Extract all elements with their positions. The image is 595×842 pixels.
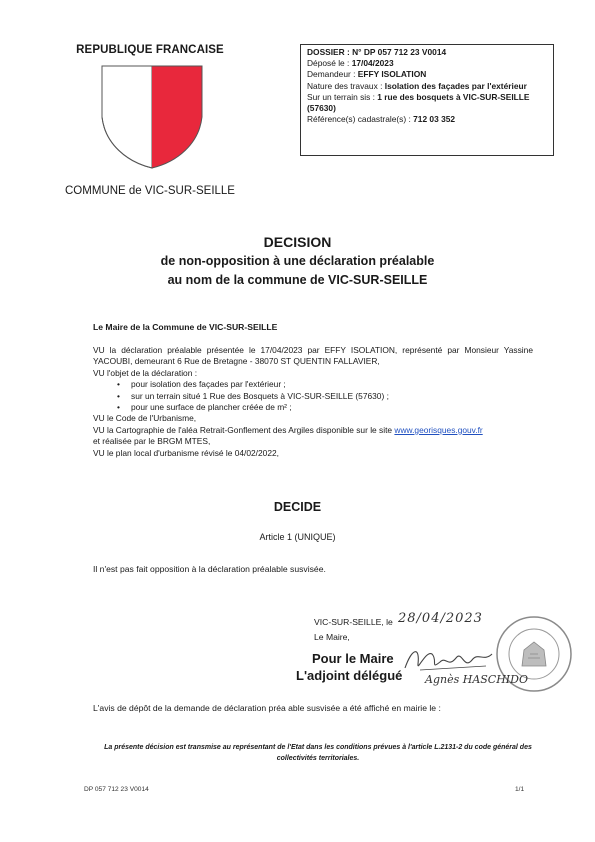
page-number: 1/1 xyxy=(515,786,525,793)
terrain-value: 1 rue des bosquets à VIC-SUR-SEILLE (57630) xyxy=(307,91,530,114)
commune-name: COMMUNE de VIC-SUR-SEILLE xyxy=(65,185,235,197)
considerations xyxy=(93,345,533,459)
list-item: • pour une surface de plancher créée de m² ; xyxy=(131,402,533,413)
vu-objet: VU l'objet de la déclaration : xyxy=(93,367,198,378)
demandeur-row: Demandeur : EFFY ISOLATION xyxy=(307,69,427,80)
shield-left-half xyxy=(102,66,152,168)
decision-subtitle-2: au nom de la commune de VIC-SUR-SEILLE xyxy=(167,273,428,287)
decision-subtitle-1: de non-opposition à une déclaration préalable xyxy=(160,254,435,268)
signature-place: VIC-SUR-SEILLE, le xyxy=(314,617,393,627)
vu-brgm: et réalisée par le BRGM MTES, xyxy=(93,436,211,447)
depose-row: Déposé le : 17/04/2023 xyxy=(307,58,394,69)
nature-value: Isolation des façades par l'extérieur xyxy=(384,80,527,91)
stamp-pour-le-maire: Pour le Maire xyxy=(312,651,394,666)
signature-maire: Le Maire, xyxy=(314,632,350,642)
republic-title: REPUBLIQUE FRANCAISE xyxy=(76,44,224,56)
cadastre-value: 712 03 352 xyxy=(413,114,456,125)
terrain-row: Sur un terrain sis : 1 rue des bosquets à VIC-SUR-SEILLE (57630) xyxy=(307,91,530,114)
footer-reference: DP 057 712 23 V0014 xyxy=(84,786,149,793)
decision-title: DECISION xyxy=(263,234,332,250)
shield-right-half xyxy=(152,66,202,168)
decide-heading: DECIDE xyxy=(273,500,322,514)
dossier-number: DOSSIER : N° DP 057 712 23 V0014 xyxy=(307,47,447,57)
vu-cartographie: VU la Cartographie de l'aléa Retrait-Gonflement des Argiles disponible sur le site www.georisques.gouv.fr xyxy=(93,424,483,435)
dossier-box xyxy=(300,44,554,156)
list-item: • pour isolation des façades par l'extérieur ; xyxy=(131,379,533,390)
objet-list xyxy=(93,379,533,413)
article-text: Il n'est pas fait opposition à la déclaration préalable susvisée. xyxy=(93,564,326,574)
maire-heading: Le Maire de la Commune de VIC-SUR-SEILLE xyxy=(93,322,278,332)
avis-affichage: L'avis de dépôt de la demande de déclaration préa able susvisée a été affiché en mairie le : xyxy=(93,703,441,713)
depose-date: 17/04/2023 xyxy=(351,58,394,69)
stamp-adjoint-delegue: L'adjoint délégué xyxy=(296,668,403,683)
vu-code-urbanisme: VU le Code de l'Urbanisme, xyxy=(93,413,197,424)
vu-declaration: VU la déclaration préalable présentée le 17/04/2023 par EFFY ISOLATION, représenté par Monsieur Yassine YACOUBI, demeurant 6 Rue de Bretagne - 38070 ST QUENTIN FALLAVIER, xyxy=(93,345,533,367)
vu-plu: VU le plan local d'urbanisme révisé le 04/02/2022, xyxy=(93,447,279,458)
transmission-note: La présente décision est transmise au représentant de l'Etat dans les conditions prévues à l'article L.2131-2 du code général des collectivités territoriales. xyxy=(104,744,532,762)
commune-coat-of-arms xyxy=(97,62,207,172)
article-heading: Article 1 (UNIQUE) xyxy=(259,532,336,542)
georisques-link[interactable]: www.georisques.gouv.fr xyxy=(394,424,483,435)
cadastre-row: Référence(s) cadastrale(s) : 712 03 352 xyxy=(307,114,456,125)
nature-row: Nature des travaux : Isolation des façades par l'extérieur xyxy=(307,80,527,91)
signature-date-handwritten: 28/04/2023 xyxy=(398,611,483,626)
list-item: • sur un terrain situé 1 Rue des Bosquets à VIC-SUR-SEILLE (57630) ; xyxy=(131,391,533,402)
demandeur-name: EFFY ISOLATION xyxy=(357,69,427,80)
handwritten-name: Agnès HASCHIDO xyxy=(425,673,528,686)
